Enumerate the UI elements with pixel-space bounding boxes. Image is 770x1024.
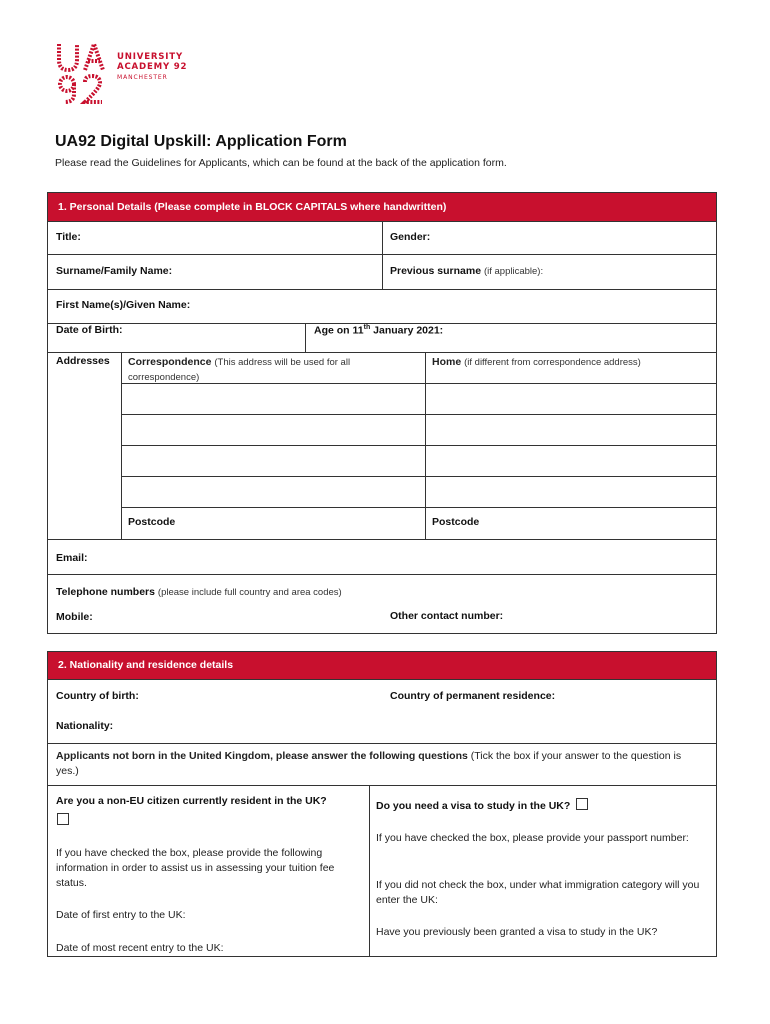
divider [48, 785, 716, 786]
home-note: (if different from correspondence address) [464, 357, 641, 368]
logo-line-university: UNIVERSITY [117, 52, 183, 62]
first-name-label: First Name(s)/Given Name: [56, 299, 191, 311]
country-of-birth-label: Country of birth: [56, 690, 139, 702]
left-checked-info: If you have checked the box, please provide the following information in order to assist us in assessing your tuition fee status. [56, 847, 335, 889]
age-label [314, 324, 443, 337]
divider [121, 445, 716, 446]
postcode-home-label: Postcode [432, 516, 480, 528]
page-subtitle: Please read the Guidelines for Applicants, which can be found at the back of the application form. [55, 157, 507, 169]
mobile-label: Mobile: [56, 611, 93, 623]
divider [121, 414, 716, 415]
passport-number-prompt: If you have checked the box, please provide your passport number: [376, 832, 689, 844]
divider [48, 743, 716, 744]
correspondence-address-header [128, 355, 413, 385]
non-eu-checkbox[interactable] [57, 813, 69, 825]
previous-surname-note: (if applicable): [483, 266, 544, 277]
divider [369, 785, 370, 957]
personal-details-section [47, 192, 717, 634]
logo-line-academy: ACADEMY 92 [117, 62, 188, 72]
page-title: UA92 Digital Upskill: Application Form [55, 133, 347, 150]
ua92-logo-mark-icon [55, 42, 115, 106]
telephone-note: (please include full country and area codes) [157, 587, 342, 598]
other-contact-label: Other contact number: [390, 610, 504, 622]
addresses-label: Addresses [56, 355, 110, 367]
surname-label: Surname/Family Name: [56, 265, 173, 277]
telephone-numbers-heading [56, 586, 342, 598]
divider [121, 352, 122, 539]
divider [48, 679, 716, 680]
correspondence-note: (This address will be used for all correspondence) [128, 357, 351, 383]
divider [121, 476, 716, 477]
correspondence-label: Correspondence [128, 356, 212, 368]
section2-header: 2. Nationality and residence details [48, 652, 716, 679]
non-uk-instructions-bold: Applicants not born in the United Kingdom, please answer the following questions [56, 750, 468, 762]
email-label: Email: [56, 552, 88, 564]
visa-checkbox[interactable] [576, 798, 588, 810]
title-label: Title: [56, 231, 81, 243]
divider [48, 289, 716, 290]
divider [48, 574, 716, 575]
ua92-logo [55, 42, 190, 106]
age-label-ordinal: th [363, 324, 371, 331]
visa-question [376, 798, 588, 812]
divider [48, 352, 716, 353]
nationality-section [47, 651, 717, 957]
previous-surname-field [390, 265, 543, 277]
previous-surname-label: Previous surname [390, 265, 482, 277]
non-eu-question: Are you a non-EU citizen currently resident in the UK? [56, 795, 327, 807]
previous-visa-question: Have you previously been granted a visa to study in the UK? [376, 926, 658, 938]
divider [305, 323, 306, 352]
divider [48, 539, 716, 540]
age-label-end: January 2021: [370, 324, 444, 337]
postcode-correspondence-label: Postcode [128, 516, 176, 528]
divider [121, 507, 716, 508]
non-uk-instructions-note: (Tick the box if your answer to the question is yes.) [56, 750, 682, 777]
non-uk-instructions [56, 749, 706, 779]
divider [382, 221, 383, 289]
section1-header: 1. Personal Details (Please complete in BLOCK CAPITALS where handwritten) [48, 193, 716, 221]
date-recent-entry-label: Date of most recent entry to the UK: [56, 942, 224, 954]
home-address-header [432, 355, 717, 370]
country-of-residence-label: Country of permanent residence: [390, 690, 556, 702]
visa-question-text: Do you need a visa to study in the UK? [376, 800, 571, 812]
nationality-label: Nationality: [56, 720, 114, 732]
divider [425, 352, 426, 539]
age-label-start: Age on 11 [314, 324, 364, 337]
logo-wordmark [117, 52, 187, 72]
date-first-entry-label: Date of first entry to the UK: [56, 909, 186, 921]
dob-label: Date of Birth: [56, 324, 123, 336]
telephone-label: Telephone numbers [56, 586, 155, 598]
immigration-category-prompt: If you did not check the box, under what immigration category will you enter the UK: [376, 879, 700, 906]
home-label: Home [432, 356, 462, 368]
logo-line-manchester: MANCHESTER [117, 74, 168, 81]
gender-label: Gender: [390, 231, 431, 243]
